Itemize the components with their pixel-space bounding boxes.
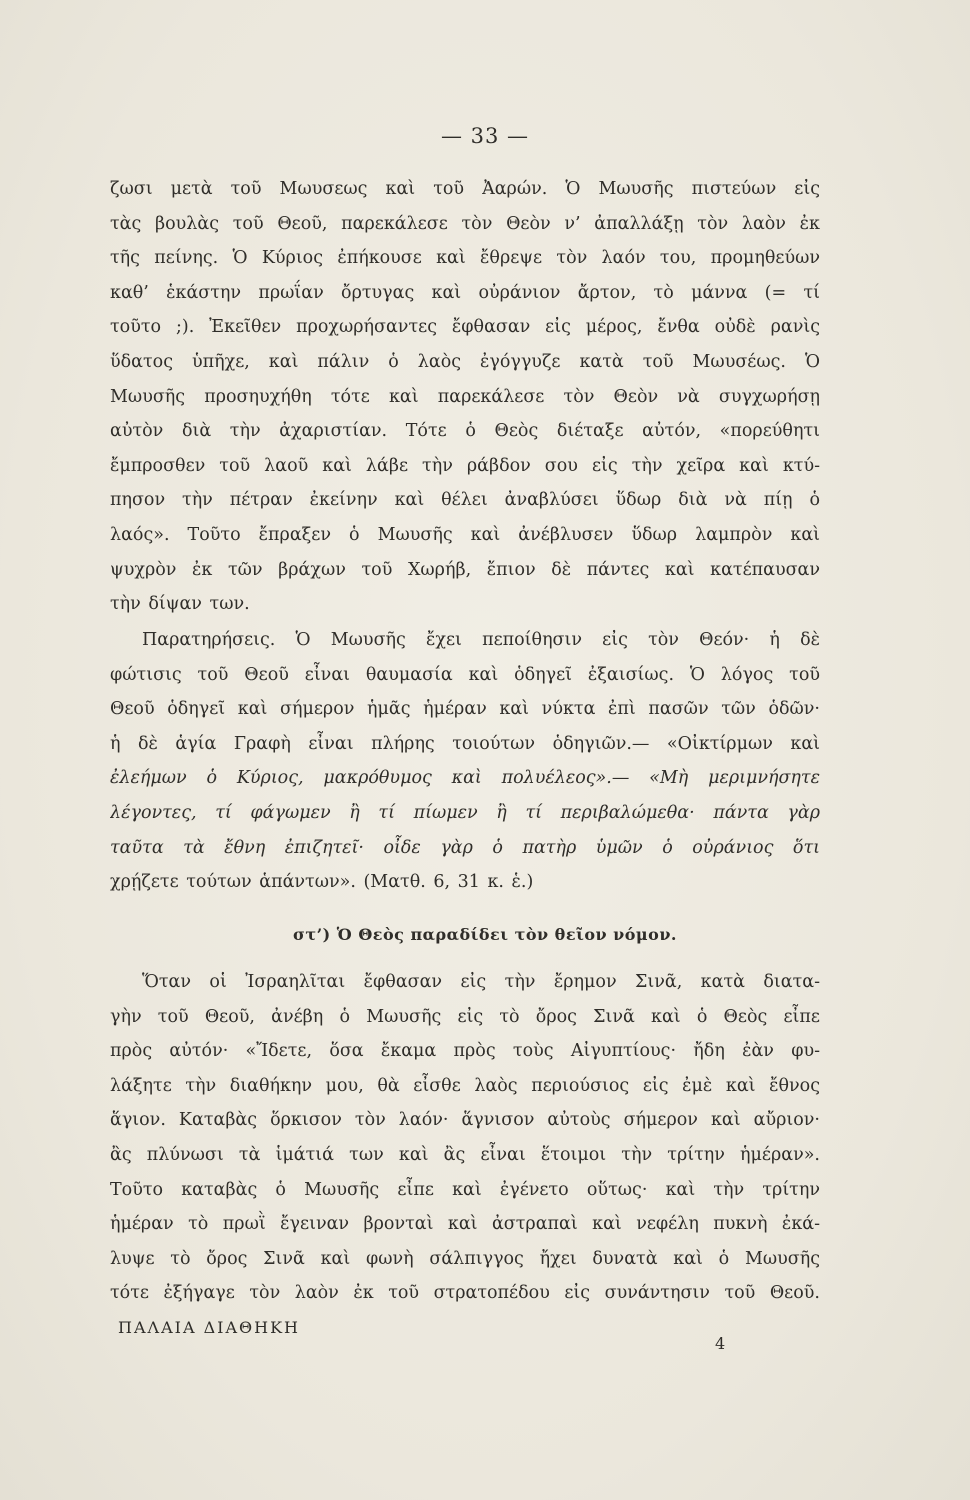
text-line: Θεοῦ ὁδηγεῖ καὶ σήμερον ἡμᾶς ἡμέραν καὶ νύκτα ἐπὶ πασῶν τῶν ὁδῶν·	[110, 699, 820, 720]
text-line: λάξητε τὴν διαθήκην μου, θὰ εἶσθε λαὸς περιούσιος εἰς ἐμὲ καὶ ἔθνος	[110, 1075, 820, 1096]
text-line: ταῦτα τὰ ἔθνη ἐπιζητεῖ· οἶδε γὰρ ὁ πατὴρ ὑμῶν ὁ οὐράνιος ὅτι	[110, 837, 820, 858]
text-line: γὴν τοῦ Θεοῦ, ἀνέβη ὁ Μωυσῆς εἰς τὸ ὄρος Σινᾶ καὶ ὁ Θεὸς εἶπε	[110, 1006, 820, 1027]
text-line: λαός». Τοῦτο ἔπραξεν ὁ Μωυσῆς καὶ ἀνέβλυσεν ὕδωρ λαμπρὸν καὶ	[110, 524, 820, 545]
page-number: — 33 —	[440, 124, 530, 148]
text-line: Τοῦτο καταβὰς ὁ Μωυσῆς εἶπε καὶ ἐγένετο οὕτως· καὶ τὴν τρίτην	[110, 1179, 820, 1200]
text-line: τοῦτο ;). Ἐκεῖθεν προχωρήσαντες ἔφθασαν εἰς μέρος, ἔνθα οὐδὲ ρανὶς	[110, 317, 820, 338]
text-line: ἔμπροσθεν τοῦ λαοῦ καὶ λάβε τὴν ράβδον σου εἰς τὴν χεῖρα καὶ κτύ-	[110, 455, 820, 476]
body-paragraph-1	[110, 172, 820, 622]
observations-paragraph	[110, 623, 820, 900]
text-line: λυψε τὸ ὄρος Σινᾶ καὶ φωνὴ σάλπιγγος ἤχει δυνατὰ καὶ ὁ Μωυσῆς	[110, 1248, 820, 1269]
text-line: χρῄζετε τούτων ἁπάντων». (Ματθ. 6, 31 κ. ἑ.)	[110, 872, 534, 893]
text-line: ὕδατος ὑπῆχε, καὶ πάλιν ὁ λαὸς ἐγόγγυζε κατὰ τοῦ Μωυσέως. Ὁ	[110, 351, 820, 372]
section-heading: στ’) Ὁ Θεὸς παραδίδει τὸν θεῖον νόμον.	[293, 925, 677, 944]
text-line: Παρατηρήσεις. Ὁ Μωυσῆς ἔχει πεποίθησιν εἰς τὸν Θεόν· ἡ δὲ	[142, 630, 820, 650]
text-line: ἅγιον. Καταβὰς ὅρκισον τὸν λαόν· ἅγνισον αὐτοὺς σήμερον καὶ αὔριον·	[110, 1110, 820, 1131]
text-line: ἂς πλύνωσι τὰ ἱμάτιά των καὶ ἂς εἶναι ἕτοιμοι τὴν τρίτην ἡμέραν».	[110, 1144, 820, 1165]
text-line: Ὅταν οἱ Ἰσραηλῖται ἔφθασαν εἰς τὴν ἔρημον Σινᾶ, κατὰ διατα-	[142, 972, 820, 992]
text-line: καθ’ ἑκάστην πρωΐαν ὄρτυγας καὶ οὐράνιον ἄρτον, τὸ μάννα (= τί	[110, 282, 820, 303]
text-line: αὐτὸν διὰ τὴν ἀχαριστίαν. Τότε ὁ Θεὸς διέταξε αὐτόν, «πορεύθητι	[110, 421, 820, 442]
text-line: ἐλεήμων ὁ Κύριος, μακρόθυμος καὶ πολυέλεος».— «Μὴ μεριμνήσητε	[110, 768, 820, 789]
text-line: ἡμέραν τὸ πρωῒ ἔγειναν βρονταὶ καὶ ἀστραπαὶ καὶ νεφέλη πυκνὴ ἐκά-	[110, 1214, 820, 1235]
footer-book-title: ΠΑΛΑΙΑ ΔΙΑΘΗΚΗ	[118, 1318, 300, 1337]
text-line: τὴν δίψαν των.	[110, 594, 250, 615]
text-line: Μωυσῆς προσηυχήθη τότε καὶ παρεκάλεσε τὸν Θεὸν νὰ συγχωρήσῃ	[110, 386, 820, 407]
text-line: τὰς βουλὰς τοῦ Θεοῦ, παρεκάλεσε τὸν Θεὸν ν’ ἀπαλλάξῃ τὸν λαὸν ἐκ	[110, 213, 820, 234]
text-line: τότε ἐξήγαγε τὸν λαὸν ἐκ τοῦ στρατοπέδου εἰς συνάντησιν τοῦ Θεοῦ.	[110, 1283, 820, 1304]
text-line: ψυχρὸν ἐκ τῶν βράχων τοῦ Χωρήβ, ἔπιον δὲ πάντες καὶ κατέπαυσαν	[110, 559, 820, 580]
text-line: λέγοντες, τί φάγωμεν ἢ τί πίωμεν ἢ τί περιβαλώμεθα· πάντα γὰρ	[110, 802, 820, 823]
body-paragraph-2	[110, 965, 820, 1311]
text-line: ἡ δὲ ἁγία Γραφὴ εἶναι πλήρης τοιούτων ὁδηγιῶν.— «Οἰκτίρμων καὶ	[110, 733, 820, 754]
footer-signature-mark: 4	[715, 1334, 726, 1353]
text-line: πησον τὴν πέτραν ἐκείνην καὶ θέλει ἀναβλύσει ὕδωρ διὰ νὰ πίῃ ὁ	[110, 490, 820, 511]
text-line: τῆς πείνης. Ὁ Κύριος ἐπήκουσε καὶ ἔθρεψε τὸν λαόν του, προμηθεύων	[110, 248, 820, 269]
text-line: ζωσι μετὰ τοῦ Μωυσεως καὶ τοῦ Ἀαρών. Ὁ Μωυσῆς πιστεύων εἰς	[110, 179, 820, 199]
text-line: πρὸς αὐτόν· «Ἴδετε, ὅσα ἔκαμα πρὸς τοὺς Αἰγυπτίους· ἤδη ἐὰν φυ-	[110, 1041, 820, 1062]
text-line: φώτισις τοῦ Θεοῦ εἶναι θαυμασία καὶ ὁδηγεῖ ἐξαισίως. Ὁ λόγος τοῦ	[110, 664, 820, 685]
